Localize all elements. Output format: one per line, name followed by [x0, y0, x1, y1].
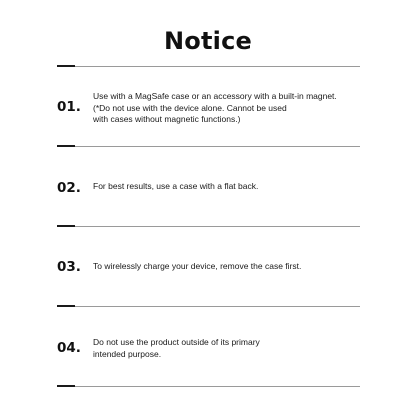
item-number: 01. [57, 99, 81, 115]
divider-accent [57, 305, 75, 307]
divider-line [75, 66, 360, 67]
item-text: For best results, use a case with a flat back. [93, 181, 259, 191]
divider-line [75, 226, 360, 227]
divider-accent [57, 385, 75, 387]
item-text: To wirelessly charge your device, remove the case first. [93, 261, 302, 271]
item-number: 04. [57, 340, 81, 356]
divider-accent [57, 65, 75, 67]
divider-accent [57, 225, 75, 227]
item-text: Do not use the product outside of its primary intended purpose. [93, 337, 260, 359]
divider-line [75, 306, 360, 307]
item-number: 03. [57, 259, 81, 275]
divider-line [75, 386, 360, 387]
divider-line [75, 146, 360, 147]
page-title: Notice [164, 27, 252, 55]
divider-accent [57, 145, 75, 147]
item-text: Use with a MagSafe case or an accessory with a built-in magnet. (*Do not use with the device alone. Cannot be used with cases without magnetic functions.) [93, 91, 337, 124]
item-number: 02. [57, 180, 81, 196]
